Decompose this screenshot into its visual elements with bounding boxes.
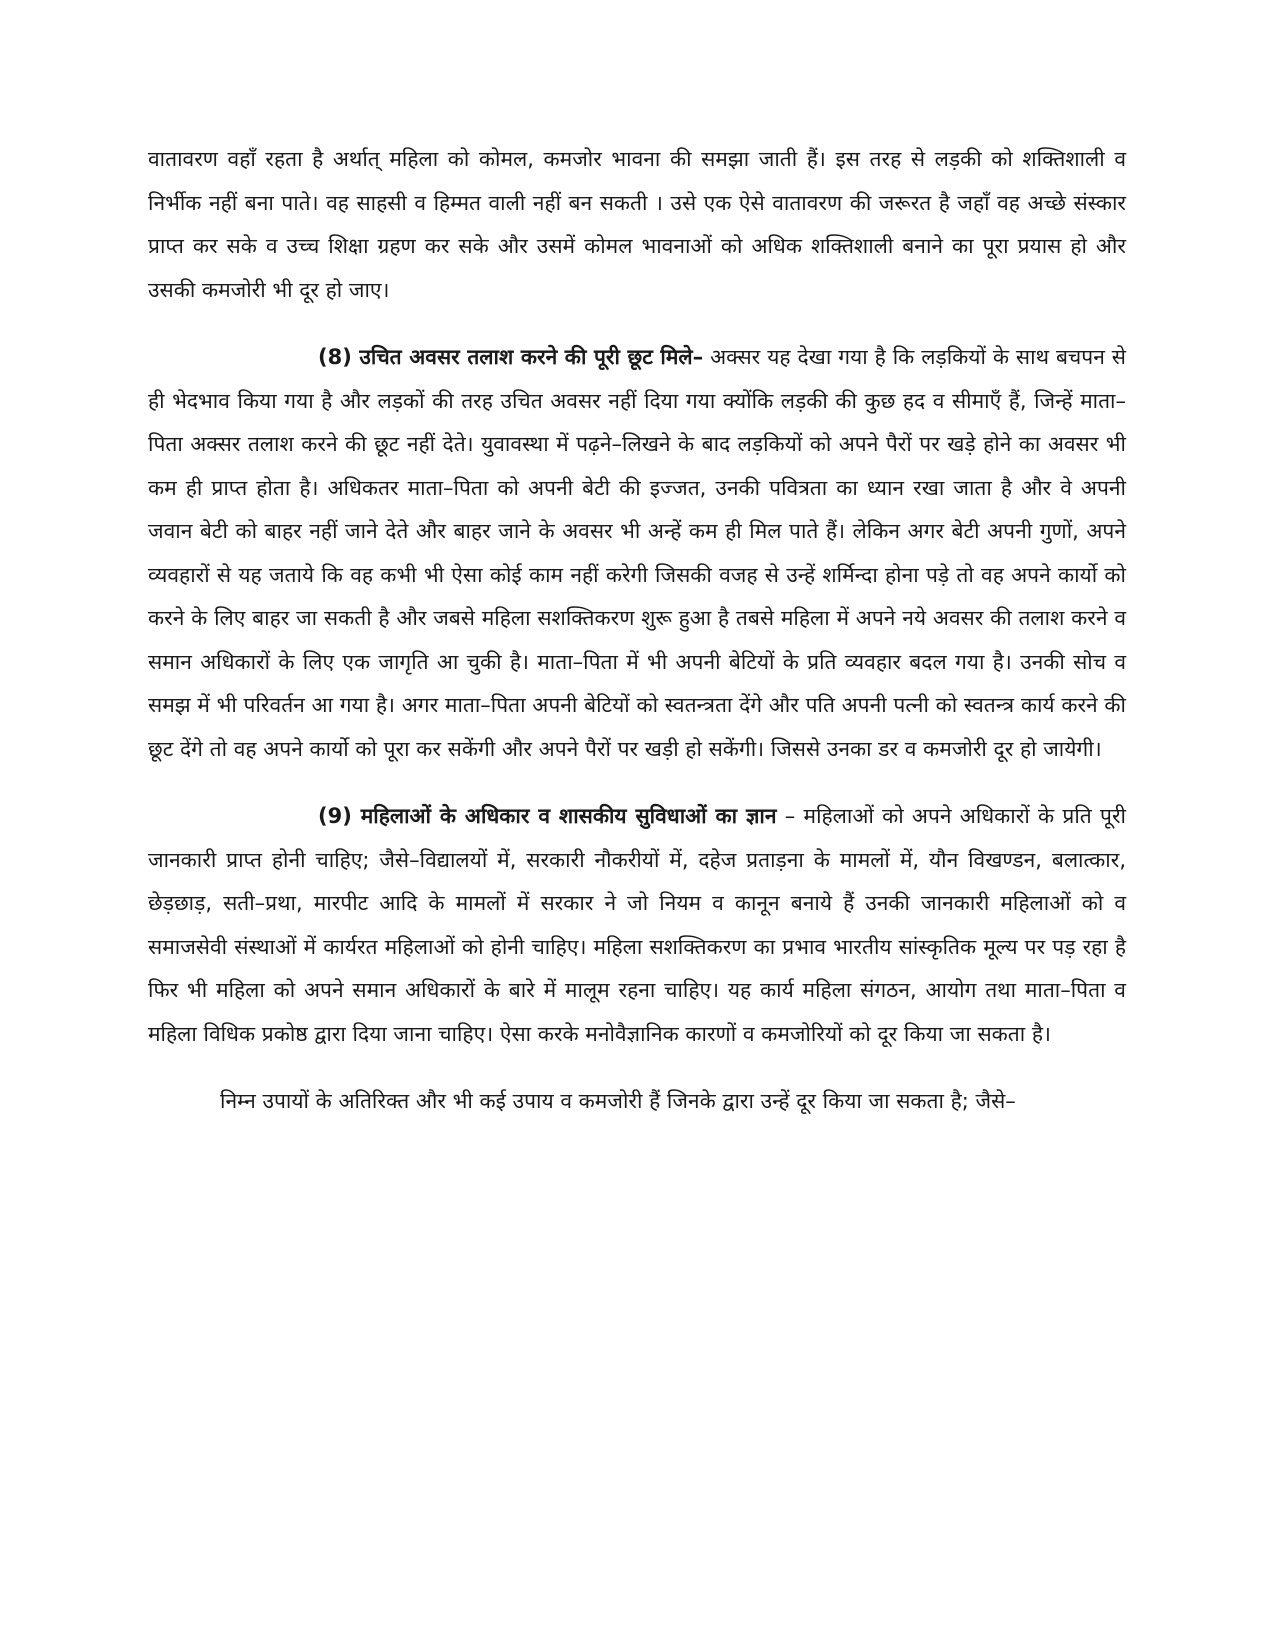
paragraph-continuation [148, 138, 1126, 312]
paragraph-text: निम्न उपायों के अतिरिक्त और भी कई उपाय व कमजोरी हैं जिनके द्वारा उन्हें दूर किया जा सकता है; जैसे– [220, 1089, 1016, 1113]
paragraph-gap [148, 312, 1126, 336]
paragraph-text: वातावरण वहाँ रहता है अर्थात् महिला को कोमल, कमजोर भावना की समझा जाती हैं। इस तरह से लड़की को शक्तिशाली व निर्भीक नहीं बना पाते। वह साहसी व हिम्मत वाली नहीं बन सकती । उसे एक ऐसे वातावरण की जरूरत है जहाँ वह अच्छे संस्कार प्राप्त कर सके व उच्च शिक्षा ग्रहण कर सके और उसमें कोमल भावनाओं को अधिक शक्तिशाली बनाने का पूरा प्रयास हो और उसकी कमजोरी भी दूर हो जाए। [148, 147, 1126, 302]
paragraph-text: अक्सर यह देखा गया है कि लड़कियों के साथ बचपन से ही भेदभाव किया गया है और लड़कों की तरह उचित अवसर नहीं दिया गया क्योंकि लड़की की कुछ हद व सीमाएँ हैं, जिन्हें माता–पिता अक्सर तलाश करने की छूट नहीं देते। युवावस्था में पढ़ने–लिखने के बाद लड़कियों को अपने पैरों पर खड़े होने का अवसर भी कम ही प्राप्त होता है। अधिकतर माता–पिता को अपनी बेटी की इज्जत, उनकी पवित्रता का ध्यान रखा जाता है और वे अपनी जवान बेटी को बाहर नहीं जाने देते और बाहर जाने के अवसर भी अन्हें कम ही मिल पाते हैं। लेकिन अगर बेटी अपनी गुणों, अपने व्यवहारों से यह जताये कि वह कभी भी ऐसा कोई काम नहीं करेगी जिसकी वजह से उन्हें शर्मिन्दा होना पड़े तो वह अपने कार्यो को करने के लिए बाहर जा सकती है और जबसे महिला सशक्तिकरण शुरू हुआ है तबसे महिला में अपने नये अवसर की तलाश करने व समान अधिकारों के लिए एक जागृति आ चुकी है। माता–पिता में भी अपनी बेटियों के प्रति व्यवहार बदल गया है। उनकी सोच व समझ में भी परिवर्तन आ गया है। अगर माता–पिता अपनी बेटियों को स्वतन्त्रता देंगे और पति अपनी पत्नी को स्वतन्त्र कार्य करने की छूट देंगे तो वह अपने कार्यो को पूरा कर सकेंगी और अपने पैरों पर खड़ी हो सकेंगी। जिससे उनका डर व कमजोरी दूर हो जायेगी। [148, 345, 1127, 761]
paragraph-gap [148, 1056, 1126, 1080]
paragraph-closing [148, 1080, 1126, 1124]
paragraph-point-8 [148, 336, 1126, 771]
paragraph-heading: (9) महिलाओं के अधिकार व शासकीय सुविधाओं का ज्ञान [318, 804, 777, 828]
paragraph-gap [148, 771, 1126, 795]
paragraph-point-9 [148, 795, 1126, 1056]
paragraph-text: – महिलाओं को अपने अधिकारों के प्रति पूरी जानकारी प्राप्त होनी चाहिए; जैसे–विद्यालयों में, सरकारी नौकरीयों में, दहेज प्रताड़ना के मामलों में, यौन विखण्डन, बलात्कार, छेड़छाड़, सती–प्रथा, मारपीट आदि के मामलों में सरकार ने जो नियम व कानून बनाये हैं उनकी जानकारी महिलाओं को व समाजसेवी संस्थाओं में कार्यरत महिलाओं को होनी चाहिए। महिला सशक्तिकरण का प्रभाव भारतीय सांस्कृतिक मूल्य पर पड़ रहा है फिर भी महिला को अपने समान अधिकारों के बारे में मालूम रहना चाहिए। यह कार्य महिला संगठन, आयोग तथा माता–पिता व महिला विधिक प्रकोष्ठ द्वारा दिया जाना चाहिए। ऐसा करके मनोवैज्ञानिक कारणों व कमजोरियों को दूर किया जा सकता है। [148, 804, 1126, 1046]
paragraph-heading: (8) उचित अवसर तलाश करने की पूरी छूट मिले– [318, 345, 704, 369]
document-page [148, 138, 1126, 1124]
